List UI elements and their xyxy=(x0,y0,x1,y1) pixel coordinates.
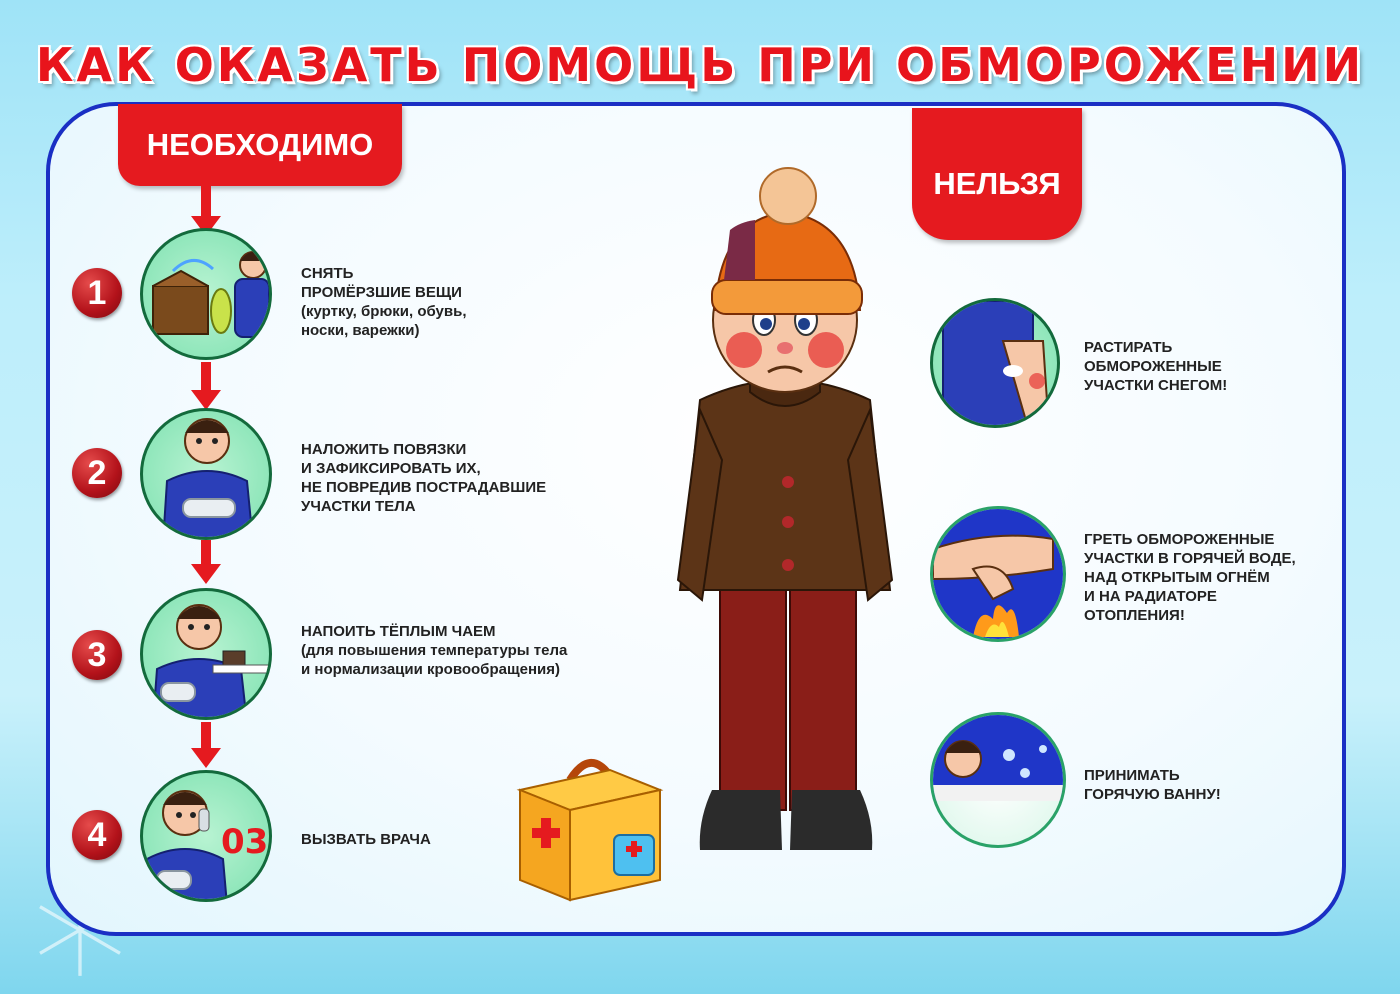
must-header: НЕОБХОДИМО xyxy=(118,104,402,186)
step-number: 2 xyxy=(72,448,122,498)
never-item-3-text: ПРИНИМАТЬ ГОРЯЧУЮ ВАННУ! xyxy=(1084,767,1221,803)
frostbitten-boy-illustration xyxy=(660,160,910,860)
step-1-illustration xyxy=(140,228,272,360)
step-number: 4 xyxy=(72,810,122,860)
step-1-text: СНЯТЬ ПРОМЁРЗШИЕ ВЕЩИ (куртку, брюки, обувь, носки, варежки) xyxy=(301,265,467,339)
no-rub-snow-illustration xyxy=(930,298,1060,428)
poster-title: КАК ОКАЗАТЬ ПОМОЩЬ ПРИ ОБМОРОЖЕНИИ xyxy=(35,38,1365,92)
step-2-illustration xyxy=(140,408,272,540)
step-3-illustration xyxy=(140,588,272,720)
step-3-text: НАПОИТЬ ТЁПЛЫМ ЧАЕМ (для повышения температуры тела и нормализации кровообращения) xyxy=(301,623,568,678)
step-4-illustration xyxy=(140,770,272,902)
arrow-down-icon xyxy=(201,362,211,392)
step-4-text: ВЫЗВАТЬ ВРАЧА xyxy=(301,831,431,848)
step-number: 1 xyxy=(72,268,122,318)
no-hot-water-fire-illustration xyxy=(930,506,1066,642)
never-header: НЕЛЬЗЯ xyxy=(912,108,1082,240)
step-number: 3 xyxy=(72,630,122,680)
never-item-1-text: РАСТИРАТЬ ОБМОРОЖЕННЫЕ УЧАСТКИ СНЕГОМ! xyxy=(1084,339,1228,394)
no-hot-bath-illustration xyxy=(930,712,1066,848)
emergency-number: 03 xyxy=(221,822,269,862)
arrow-down-icon xyxy=(201,722,211,750)
arrow-down-icon xyxy=(201,186,211,218)
arrow-down-icon xyxy=(201,540,211,566)
step-2-text: НАЛОЖИТЬ ПОВЯЗКИ И ЗАФИКСИРОВАТЬ ИХ, НЕ ПОВРЕДИВ ПОСТРАДАВШИЕ УЧАСТКИ ТЕЛА xyxy=(301,441,547,515)
never-item-2-text: ГРЕТЬ ОБМОРОЖЕННЫЕ УЧАСТКИ В ГОРЯЧЕЙ ВОДЕ, НАД ОТКРЫТЫМ ОГНЁМ И НА РАДИАТОРЕ ОТОПЛЕНИЯ! xyxy=(1084,531,1296,624)
first-aid-kit-icon xyxy=(510,750,670,910)
